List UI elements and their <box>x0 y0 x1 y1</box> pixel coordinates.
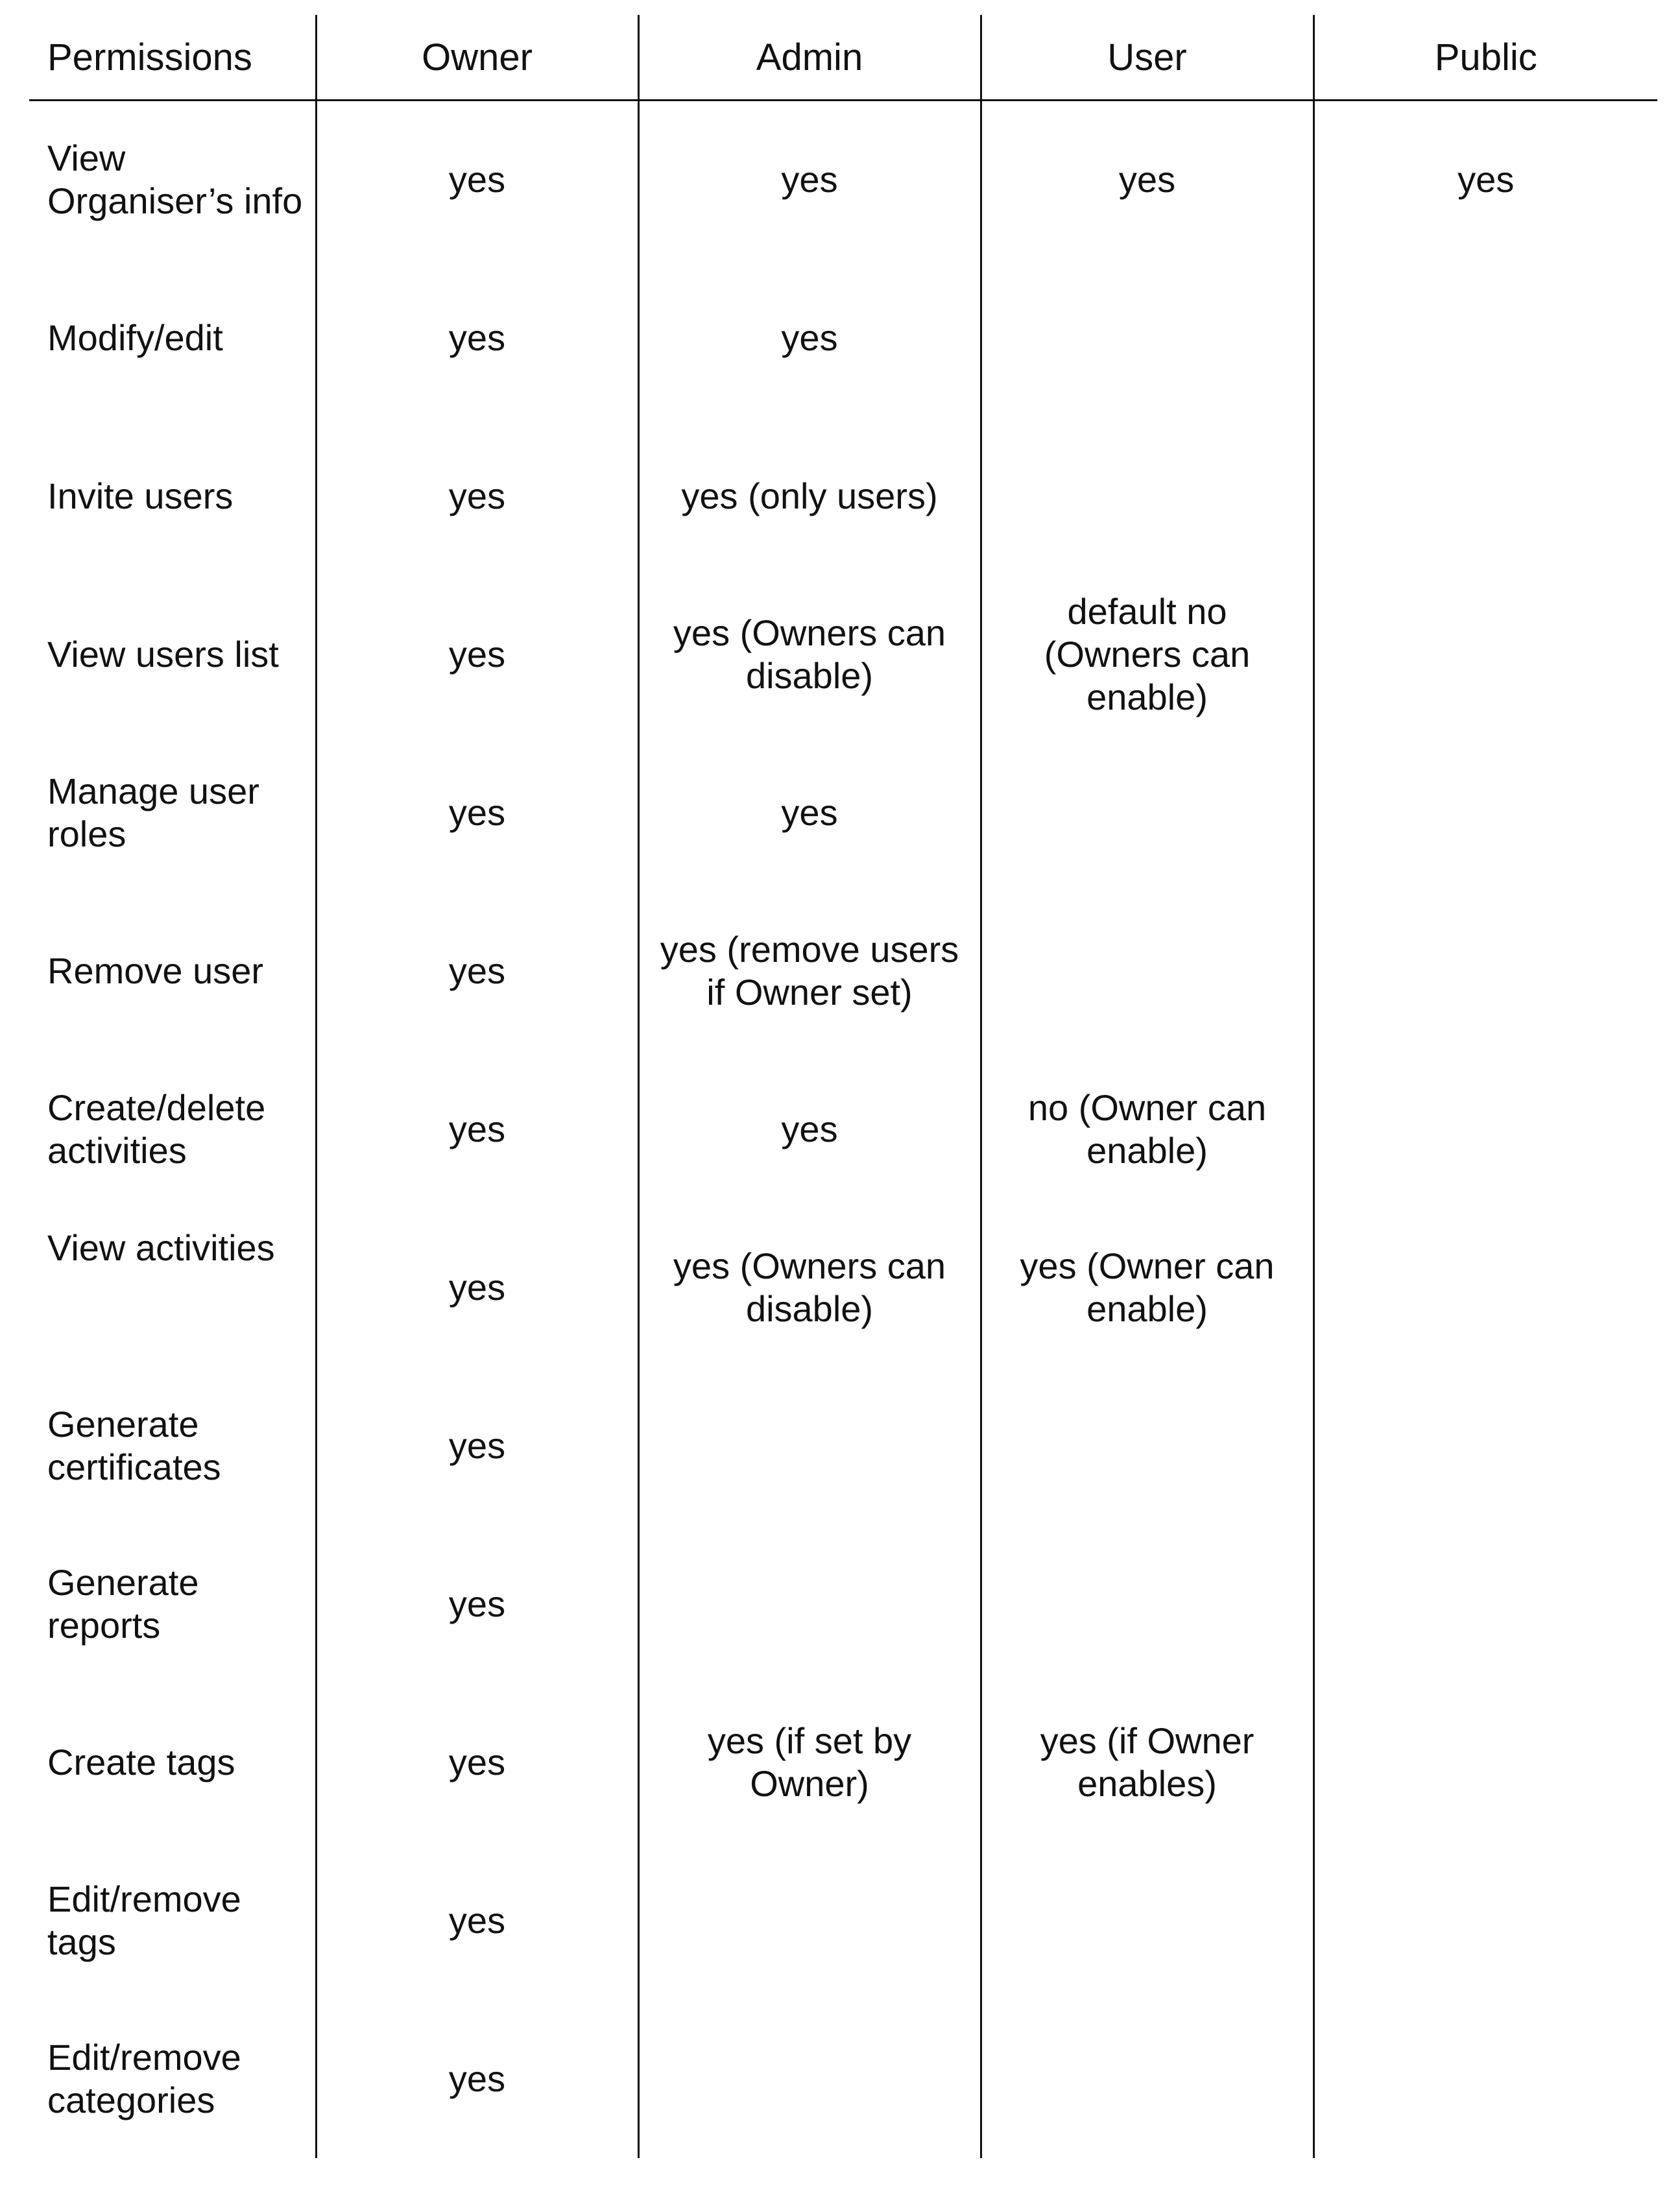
public-cell <box>1314 259 1657 417</box>
user-cell: default no (Owners can enable) <box>981 575 1314 734</box>
header-public: Public <box>1314 15 1657 101</box>
owner-cell: yes <box>316 1208 638 1367</box>
public-cell <box>1314 1683 1657 1842</box>
table-row <box>29 1208 1657 1367</box>
public-cell <box>1314 1208 1657 1367</box>
public-cell <box>1314 575 1657 734</box>
user-cell <box>981 259 1314 417</box>
user-cell <box>981 734 1314 892</box>
permission-name: Manage user roles <box>47 770 259 854</box>
admin-cell <box>638 1525 981 1683</box>
admin-cell: yes <box>638 101 981 259</box>
public-cell <box>1314 2000 1657 2158</box>
permission-name: Edit/remove tags <box>47 1878 241 1962</box>
table-row <box>29 734 1657 892</box>
permission-name: Edit/remove categories <box>47 2036 241 2120</box>
user-cell: yes <box>981 101 1314 259</box>
header-admin: Admin <box>638 15 981 101</box>
permission-name: Modify/edit <box>47 317 223 358</box>
table-row <box>29 1525 1657 1683</box>
owner-cell: yes <box>316 892 638 1050</box>
admin-cell: yes (Owners can disable) <box>638 1208 981 1367</box>
permission-name: View Organiser’s info <box>47 138 303 222</box>
user-cell: no (Owner can enable) <box>981 1050 1314 1208</box>
public-cell <box>1314 1367 1657 1525</box>
admin-cell <box>638 1842 981 2000</box>
owner-cell: yes <box>316 101 638 259</box>
owner-cell: yes <box>316 1525 638 1683</box>
permission-name: View users list <box>47 633 279 675</box>
user-cell <box>981 417 1314 575</box>
owner-cell: yes <box>316 417 638 575</box>
permission-name: Generate reports <box>47 1561 199 1646</box>
permission-name: View activities <box>47 1227 275 1268</box>
public-cell <box>1314 417 1657 575</box>
table-row <box>29 1050 1657 1208</box>
header-owner: Owner <box>316 15 638 101</box>
permissions-table <box>29 15 1657 2158</box>
table-row <box>29 259 1657 417</box>
public-cell <box>1314 734 1657 892</box>
owner-cell: yes <box>316 575 638 734</box>
permission-name: Remove user <box>47 950 264 991</box>
table-row <box>29 575 1657 734</box>
owner-cell: yes <box>316 2000 638 2158</box>
user-cell: yes (if Owner enables) <box>981 1683 1314 1842</box>
public-cell <box>1314 1525 1657 1683</box>
permission-name: Generate certificates <box>47 1403 221 1487</box>
table-row <box>29 1842 1657 2000</box>
user-cell <box>981 892 1314 1050</box>
admin-cell: yes (if set by Owner) <box>638 1683 981 1842</box>
header-user: User <box>981 15 1314 101</box>
admin-cell <box>638 2000 981 2158</box>
user-cell <box>981 1842 1314 2000</box>
user-cell <box>981 1367 1314 1525</box>
admin-cell: yes (only users) <box>638 417 981 575</box>
public-cell <box>1314 1050 1657 1208</box>
owner-cell: yes <box>316 1367 638 1525</box>
admin-cell <box>638 1367 981 1525</box>
public-cell: yes <box>1314 101 1657 259</box>
table-row <box>29 1683 1657 1842</box>
public-cell <box>1314 892 1657 1050</box>
admin-cell: yes (Owners can disable) <box>638 575 981 734</box>
table-row <box>29 1367 1657 1525</box>
user-cell <box>981 2000 1314 2158</box>
table-row <box>29 2000 1657 2158</box>
header-row <box>29 15 1657 101</box>
admin-cell: yes <box>638 1050 981 1208</box>
owner-cell: yes <box>316 734 638 892</box>
permission-name: Create/delete activities <box>47 1086 266 1171</box>
admin-cell: yes (remove users if Owner set) <box>638 892 981 1050</box>
user-cell: yes (Owner can enable) <box>981 1208 1314 1367</box>
owner-cell: yes <box>316 1683 638 1842</box>
table-row <box>29 892 1657 1050</box>
owner-cell: yes <box>316 1842 638 2000</box>
public-cell <box>1314 1842 1657 2000</box>
admin-cell: yes <box>638 259 981 417</box>
table-row <box>29 101 1657 259</box>
header-permissions: Permissions <box>29 15 316 101</box>
permission-name: Invite users <box>47 475 234 516</box>
owner-cell: yes <box>316 1050 638 1208</box>
owner-cell: yes <box>316 259 638 417</box>
user-cell <box>981 1525 1314 1683</box>
table-row <box>29 417 1657 575</box>
admin-cell: yes <box>638 734 981 892</box>
permission-name: Create tags <box>47 1741 235 1783</box>
